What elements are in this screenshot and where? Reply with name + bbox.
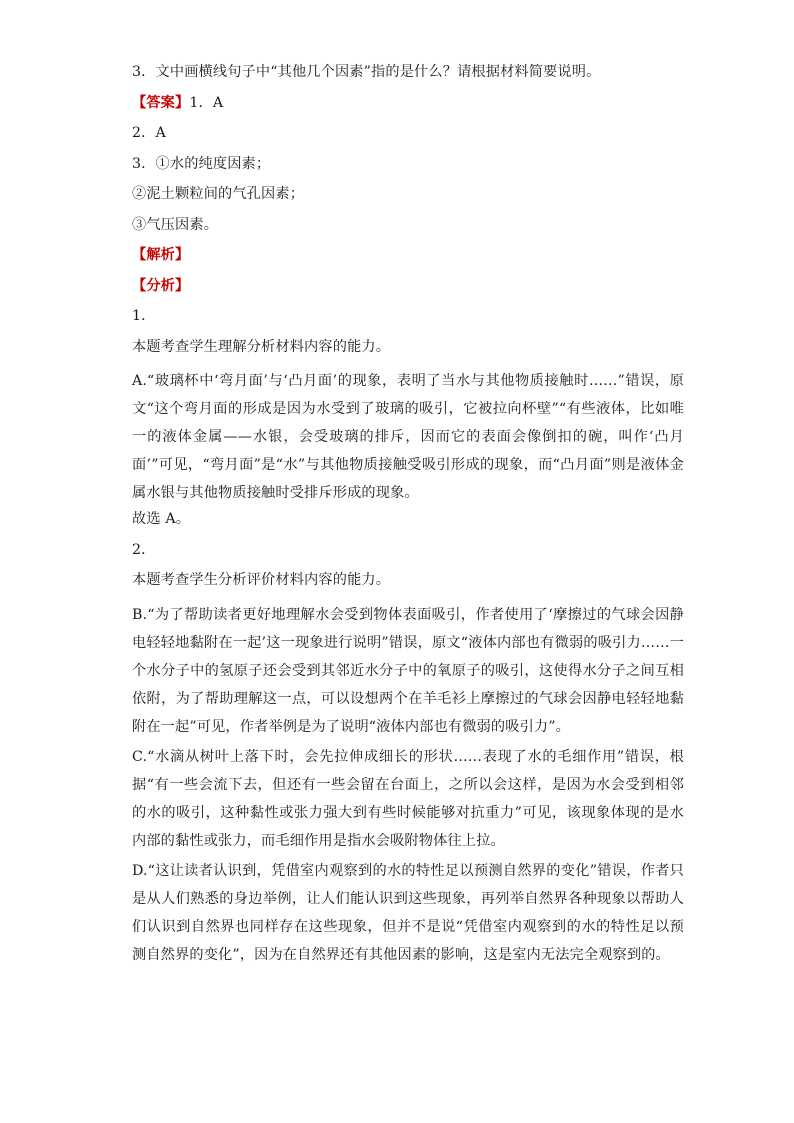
answer-1: 1．A [189,94,224,111]
section-2-intro: 本题考查学生分析评价材料内容的能力。 [132,572,391,588]
fenxi-label: 【分析】 [132,277,190,294]
section-2-number: 2． [132,541,156,558]
section-2-option-b: B.“为了帮助读者更好地理解水会受到物体表面吸引，作者使用了‘摩擦过的气球会因静电轻轻地黏附在一起’这一现象进行说明”错误，原文“液体内部也有微弱的吸引力……一个水分子中的氢原子还会受到其邻近水分子中的氧原子的吸引，这使得水分子之间互相依附，为了帮助理解这一点，可以设想两个在羊毛衫上摩擦过的气球会因静电轻轻地黏附在一起”可见，作者举例是为了说明“液体内部也有微弱的吸引力”。 [132,606,684,735]
answer-3c: ③气压因素。 [132,216,219,233]
section-1-number: 1． [132,308,156,324]
section-1-intro: 本题考查学生理解分析材料内容的能力。 [132,338,391,355]
answer-3b: ②泥土颗粒间的气孔因素； [132,186,305,202]
section-1-conclusion: 故选 A。 [132,511,191,527]
analysis-heading [132,245,684,265]
section-2-option-d: D.“这让读者认识到，凭借室内观察到的水的特性足以预测自然界的变化”错误，作者只是从人们熟悉的身边举例，让人们能认识到这些现象，再列举自然界各种现象以帮助人们认识到自然界也同样存在这些现象，但并不是说“凭借室内观察到的水的特性足以预测自然界的变化”，因为在自然界还有其他因素的影响，这是室内无法完全观察到的。 [132,862,684,963]
answer-3a: 3．①水的纯度因素； [132,155,271,172]
fenxi-heading [132,276,684,296]
answer-label: 【答案】 [132,94,190,111]
section-1-body: A.“玻璃杯中‘弯月面’与‘凸月面’的现象，表明了当水与其他物质接触时……”错误，原文“这个弯月面的形成是因为水受到了玻璃的吸引，它被拉向杯壁”“有些液体，比如唯一的液体金属——水银，会受玻璃的排斥，因而它的表面会像倒扣的碗，叫作‘凸月面’”可见，“弯月面”是“水”与其他物质接触受吸引形成的现象，而“凸月面”则是液体金属水银与其他物质接触时受排斥形成的现象。 [132,373,684,501]
question-3: 3．文中画横线句子中“其他几个因素”指的是什么？请根据材料简要说明。 [132,64,601,80]
answer-line [132,93,684,113]
section-2-option-c: C.“水滴从树叶上落下时，会先拉伸成细长的形状……表现了水的毛细作用”错误，根据“有一些会流下去，但还有一些会留在台面上，之所以会这样，是因为水会受到相邻的水的吸引，这种黏性或张力强大到有些时候能够对抗重力”可见，该现象体现的是水内部的黏性或张力，而毛细作用是指水会吸附物体往上拉。 [132,748,684,849]
analysis-label: 【解析】 [132,247,190,263]
answer-2: 2．A [132,125,166,141]
